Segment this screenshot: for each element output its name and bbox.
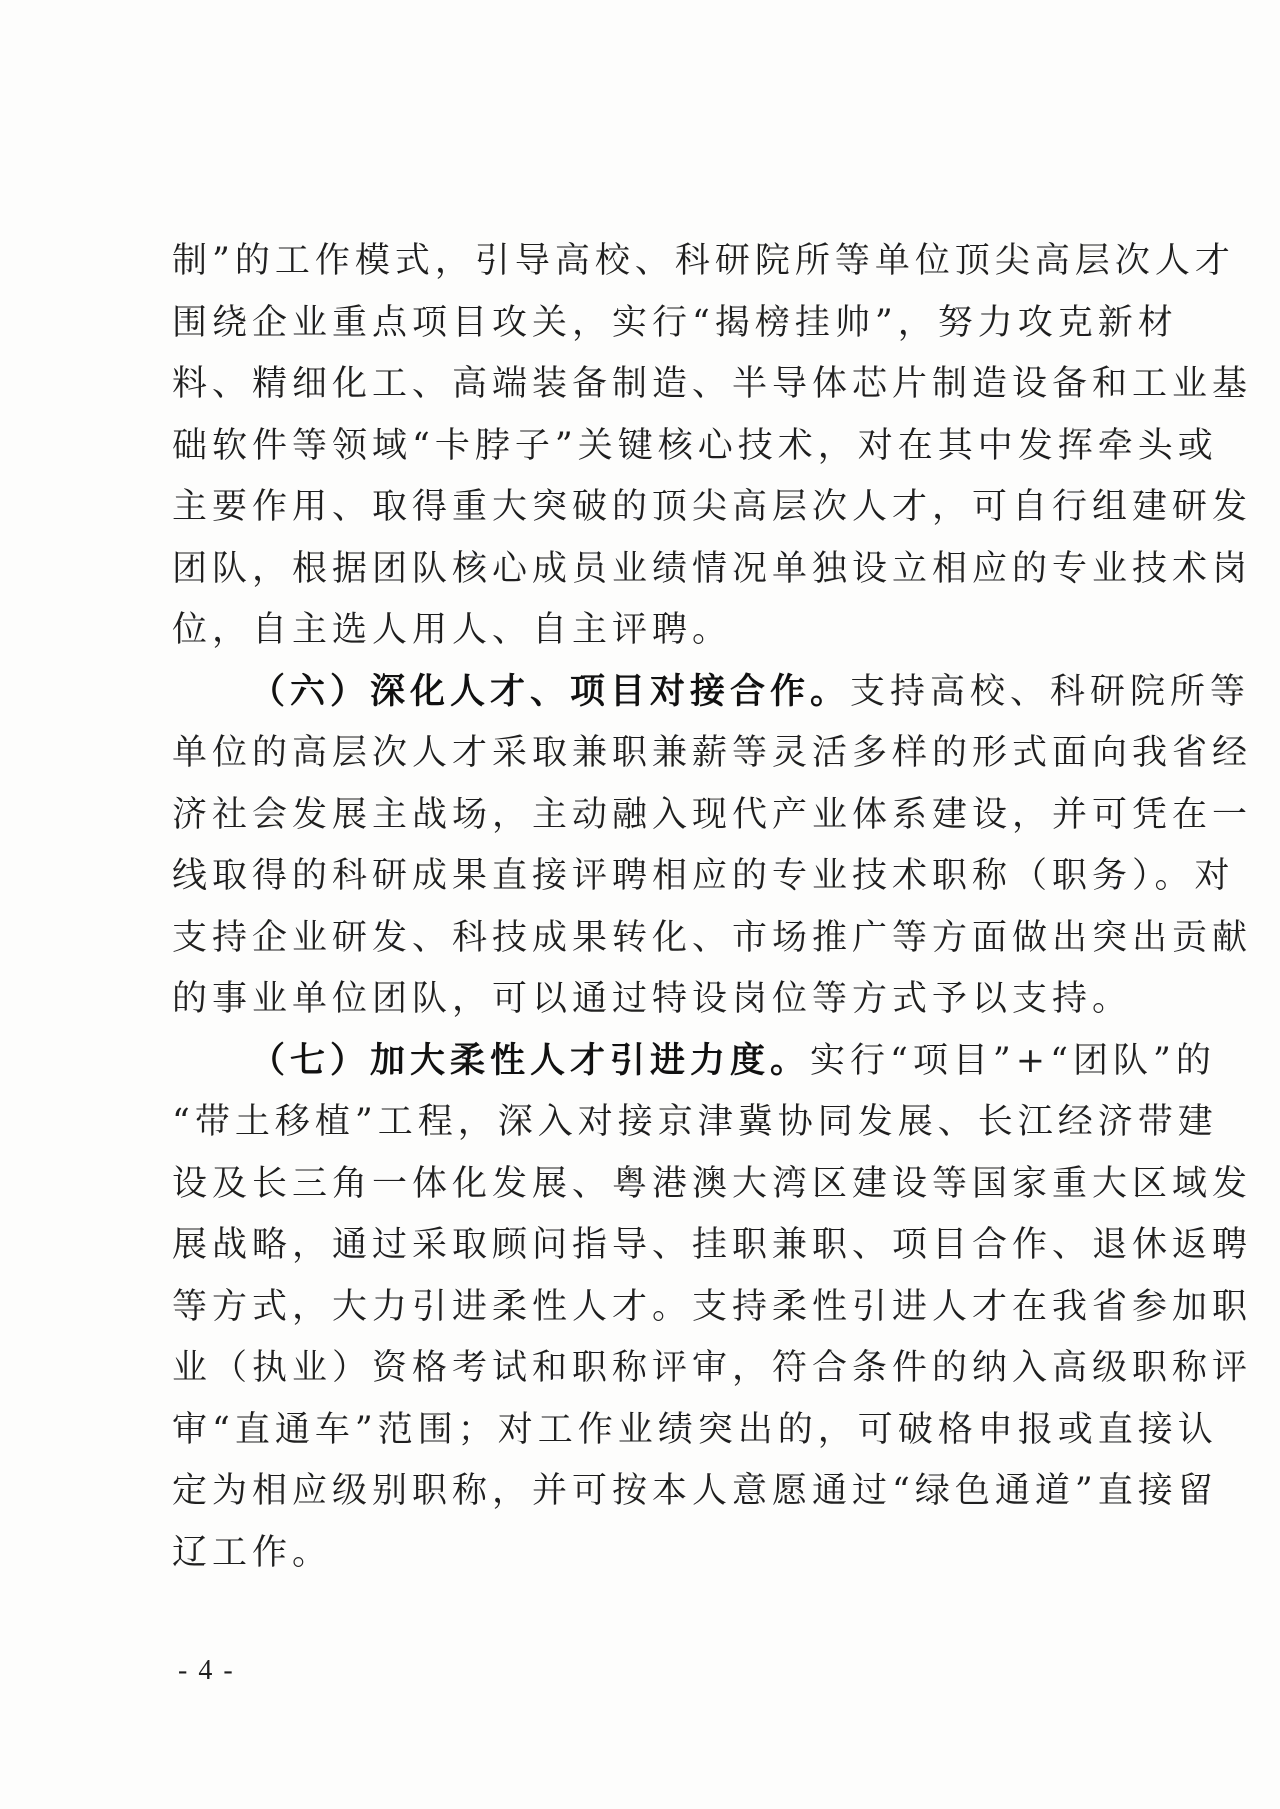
paragraph-1-line: 础软件等领域“卡脖子”关键核心技术，对在其中发挥牵头或 xyxy=(172,425,1218,466)
paragraph-1-line: 团队，根据团队核心成员业绩情况单独设立相应的专业技术岗 xyxy=(172,548,1253,589)
paragraph-2-line: 济社会发展主战场，主动融入现代产业体系建设，并可凭在一 xyxy=(172,794,1253,835)
section-heading-7: （七）加大柔性人才引进力度。 xyxy=(250,1040,811,1081)
paragraph-3-line: 等方式，大力引进柔性人才。支持柔性引进人才在我省参加职 xyxy=(172,1286,1253,1327)
paragraph-3-line: 设及长三角一体化发展、粤港澳大湾区建设等国家重大区域发 xyxy=(172,1163,1253,1204)
paragraph-2-line: 单位的高层次人才采取兼职兼薪等灵活多样的形式面向我省经 xyxy=(172,733,1253,773)
paragraph-3-line: 展战略，通过采取顾问指导、挂职兼职、项目合作、退休返聘 xyxy=(172,1225,1253,1265)
paragraph-3-line: 业（执业）资格考试和职称评审，符合条件的纳入高级职称评 xyxy=(172,1348,1253,1388)
paragraph-2-first-line xyxy=(172,662,1251,724)
page-number: - 4 - xyxy=(178,1655,235,1686)
paragraph-2-text: 支持高校、科研院所等 xyxy=(850,671,1251,712)
paragraph-3-line: 定为相应级别职称，并可按本人意愿通过“绿色通道”直接留 xyxy=(172,1471,1218,1511)
paragraph-3-text: 实行“项目”+“团队”的 xyxy=(810,1040,1216,1081)
section-heading-6: （六）深化人才、项目对接合作。 xyxy=(250,671,851,712)
paragraph-2-line: 线取得的科研成果直接评聘相应的专业技术职称（职务）。对 xyxy=(172,856,1235,896)
paragraph-2-line: 的事业单位团队，可以通过特设岗位等方式予以支持。 xyxy=(172,979,1133,1019)
paragraph-3-line: 审“直通车”范围；对工作业绩突出的，可破格申报或直接认 xyxy=(172,1409,1218,1450)
paragraph-1-line: 料、精细化工、高端装备制造、半导体芯片制造设备和工业基 xyxy=(172,364,1253,404)
paragraph-3-line: 辽工作。 xyxy=(172,1532,333,1573)
paragraph-1-line: 主要作用、取得重大突破的顶尖高层次人才，可自行组建研发 xyxy=(172,487,1253,527)
document-body xyxy=(172,231,1253,1584)
paragraph-3-first-line xyxy=(172,1031,1216,1093)
paragraph-3-line: “带土移植”工程，深入对接京津冀协同发展、长江经济带建 xyxy=(172,1102,1218,1142)
paragraph-1-line: 位，自主选人用人、自主评聘。 xyxy=(172,610,733,650)
paragraph-1-line: 围绕企业重点项目攻关，实行“揭榜挂帅”，努力攻克新材 xyxy=(172,302,1178,343)
paragraph-2-line: 支持企业研发、科技成果转化、市场推广等方面做出突出贡献 xyxy=(172,917,1253,958)
paragraph-1-line: 制”的工作模式，引导高校、科研院所等单位顶尖高层次人才 xyxy=(172,241,1235,281)
